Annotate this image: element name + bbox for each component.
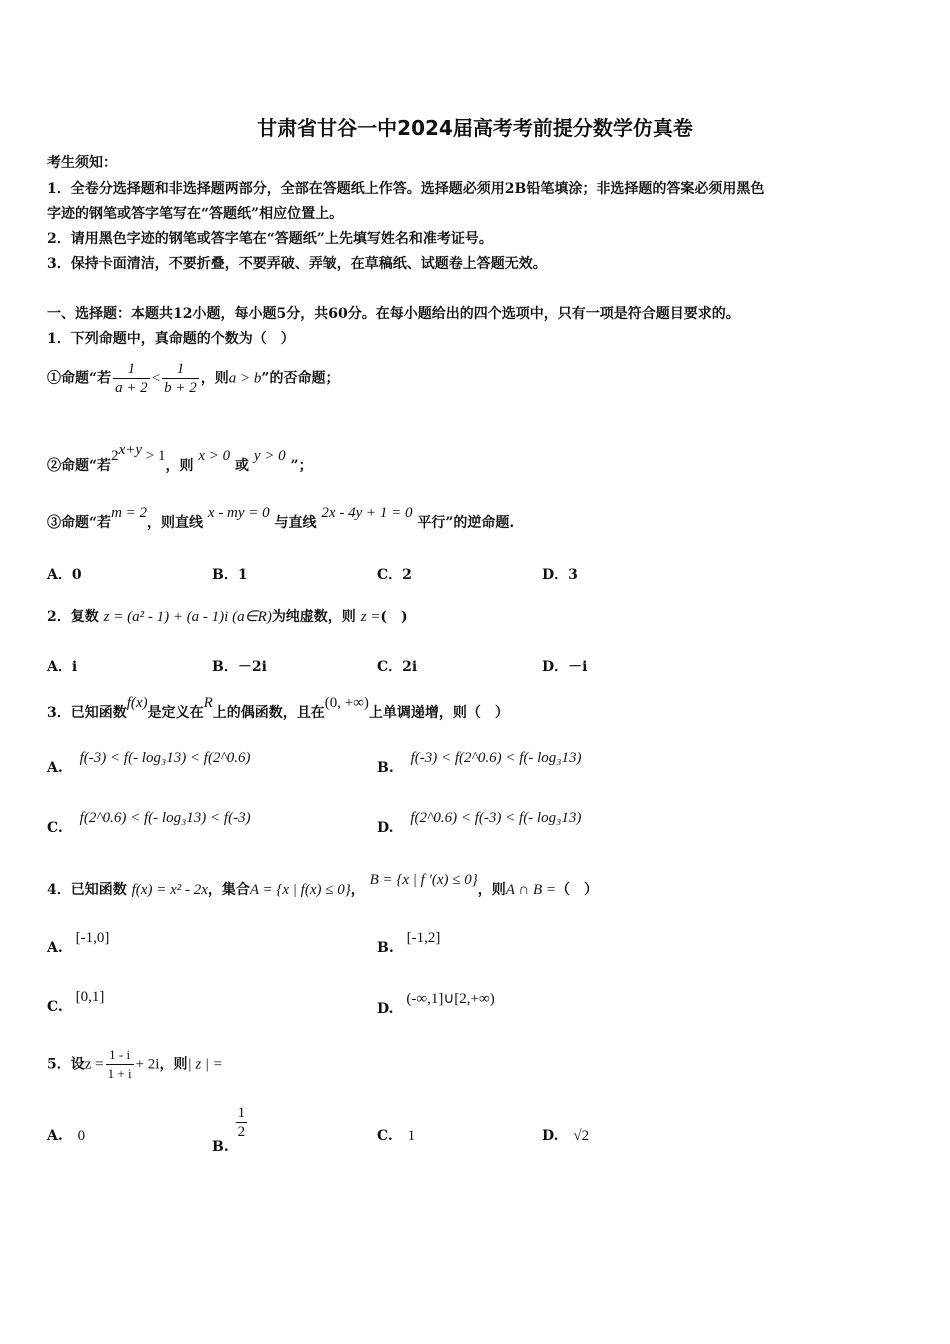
- q2-option-c[interactable]: C．2i: [377, 659, 418, 675]
- question-1-proposition-3: [47, 505, 515, 532]
- p2-math-2: y > 0: [253, 448, 286, 464]
- q5-label-a: A.: [47, 1128, 63, 1144]
- p3-math-3: 2x - 4y + 1 = 0: [321, 505, 413, 521]
- section-heading: 一、选择题：本题共12小题，每小题5分，共60分。在每小题给出的四个选项中，只有一项是符合题目要求的。: [47, 306, 740, 322]
- q5-option-d[interactable]: [542, 1128, 589, 1145]
- p3-mid-1: ，则直线: [147, 515, 204, 531]
- q5-option-a-value: 0: [77, 1128, 86, 1144]
- q3-mid-2: 上的偶函数，且在: [212, 705, 325, 721]
- q4-tail: （ ）: [556, 882, 599, 898]
- frac1-num: 1: [113, 360, 150, 379]
- p3-pre: ③命题“若: [47, 515, 112, 531]
- q3-fx: f(x): [126, 695, 148, 711]
- q5-option-c-value: 1: [407, 1128, 416, 1144]
- q1-option-c[interactable]: C．2: [377, 567, 412, 583]
- q5-label-b: B.: [212, 1138, 229, 1155]
- q5-post: ，则: [159, 1056, 188, 1073]
- p1-post: ”的否命题；: [261, 370, 340, 387]
- q3-option-a-math: f(-3) < f(- log₃13) < f(2^0.6): [79, 750, 251, 766]
- q2-option-d[interactable]: D．－i: [542, 659, 588, 675]
- q5-abs: | z | =: [187, 1056, 223, 1073]
- q5-option-c[interactable]: [377, 1128, 415, 1145]
- p2-base: 2: [111, 448, 119, 464]
- q3-option-b-math: f(-3) < f(2^0.6) < f(- log₃13): [410, 750, 582, 766]
- q3-option-b[interactable]: [377, 750, 582, 777]
- q4-label-d: D.: [377, 1001, 394, 1017]
- q2-tail: ( ): [380, 609, 408, 625]
- q5-option-d-value: √2: [573, 1128, 590, 1144]
- p3-mid-2: 与直线: [274, 515, 317, 531]
- q2-option-a[interactable]: A．i: [47, 659, 78, 675]
- notice-item-2: 2．请用黑色字迹的钢笔或答字笔在“答题纸”上先填写姓名和准考证号。: [47, 231, 493, 247]
- q5-z: z =: [84, 1056, 104, 1073]
- q3-option-c-math: f(2^0.6) < f(- log₃13) < f(-3): [79, 810, 251, 826]
- frac2-den: b + 2: [164, 380, 197, 396]
- p2-pre: ②命题“若: [47, 458, 112, 474]
- q3-label-a: A.: [47, 760, 63, 776]
- q4-option-a[interactable]: [47, 930, 110, 957]
- q3-option-d-math: f(2^0.6) < f(-3) < f(- log₃13): [410, 810, 582, 826]
- q4-sep: ，: [350, 882, 365, 898]
- p1-mid: ，则: [200, 370, 229, 387]
- p2-rel: > 1: [145, 448, 166, 464]
- q5-frac-num: 1 - i: [106, 1046, 134, 1065]
- q4-set-a: A = {x | f(x) ≤ 0}: [249, 882, 351, 898]
- q4-option-d[interactable]: [377, 991, 495, 1018]
- q3-post: 上单调递增，则（ ）: [368, 705, 509, 721]
- p2-or: 或: [235, 458, 249, 474]
- q4-set-b: B = {x | f ′(x) ≤ 0}: [369, 872, 478, 888]
- p1-pre: ①命题“若: [47, 370, 112, 387]
- notice-heading: 考生须知：: [47, 155, 117, 171]
- p1-math: a > b: [228, 370, 262, 387]
- q5-label-c: C.: [377, 1128, 393, 1144]
- q4-option-a-math: [-1,0]: [75, 930, 110, 946]
- p2-mid: ，则: [165, 458, 194, 474]
- q3-option-a[interactable]: [47, 750, 251, 777]
- q3-option-c[interactable]: [47, 810, 251, 837]
- q3-pre: 3．已知函数: [47, 705, 127, 721]
- q1-option-d[interactable]: D．3: [542, 567, 578, 583]
- q4-post: ，则: [477, 882, 506, 898]
- frac1-den: a + 2: [115, 380, 148, 396]
- q4-ans: A ∩ B =: [505, 882, 557, 898]
- notice-item-1: 1．全卷分选择题和非选择题两部分，全部在答题纸上作答。选择题必须用2B铅笔填涂；非选择题的答案必须用黑色: [47, 181, 765, 197]
- q4-option-b-math: [-1,2]: [406, 930, 441, 946]
- q3-option-d[interactable]: [377, 810, 582, 837]
- q5-option-b-den: 2: [237, 1124, 246, 1140]
- q4-fx: f(x) = x² - 2x: [131, 882, 208, 898]
- q4-mid-1: ，集合: [207, 882, 250, 898]
- q2-math: z = (a² - 1) + (a - 1)i (a∈R): [103, 609, 272, 625]
- notice-item-3: 3．保持卡面清洁，不要折叠，不要弄破、弄皱，在草稿纸、试题卷上答题无效。: [47, 256, 547, 272]
- question-2-stem: [47, 606, 408, 626]
- q4-pre: 4．已知函数: [47, 882, 127, 898]
- q1-option-b[interactable]: B．1: [212, 567, 248, 583]
- q4-option-b[interactable]: [377, 930, 441, 957]
- less-than: <: [151, 370, 161, 387]
- p2-math-1: x > 0: [198, 448, 231, 464]
- question-1-stem: 1．下列命题中，真命题的个数为（ ）: [47, 331, 295, 347]
- q3-label-d: D.: [377, 820, 394, 836]
- q5-pre: 5．设: [47, 1056, 85, 1073]
- q4-label-c: C.: [47, 999, 63, 1015]
- p2-exp: x+y: [118, 442, 142, 458]
- question-4-stem: [47, 872, 599, 899]
- q3-label-b: B.: [377, 760, 394, 776]
- fraction-2: [162, 360, 199, 397]
- fraction-1: [113, 360, 150, 397]
- p3-math-2: x - my = 0: [207, 505, 270, 521]
- q3-r: R: [203, 695, 213, 711]
- q2-math-2: z =: [360, 609, 381, 625]
- q2-pre: 2．复数: [47, 609, 99, 625]
- q2-post: 为纯虚数，则: [271, 609, 356, 625]
- q4-option-c[interactable]: [47, 989, 105, 1016]
- p2-math: [111, 442, 166, 464]
- q5-option-a[interactable]: [47, 1128, 85, 1145]
- q5-fraction: [106, 1046, 134, 1083]
- q5-option-b[interactable]: [212, 1104, 249, 1155]
- q5-frac-den: 1 + i: [107, 1066, 132, 1081]
- p3-math-1: m = 2: [111, 505, 148, 521]
- q4-option-d-math: (-∞,1]∪[2,+∞): [406, 991, 495, 1007]
- q4-option-c-math: [0,1]: [75, 989, 105, 1005]
- q3-mid-1: 是定义在: [147, 705, 204, 721]
- question-5-stem: [47, 1046, 223, 1083]
- notice-item-1b: 字迹的钢笔或答字笔写在“答题纸”相应位置上。: [47, 206, 344, 222]
- p2-post: ”；: [290, 458, 313, 474]
- q5-option-b-fraction: [236, 1104, 248, 1141]
- q4-label-a: A.: [47, 940, 63, 956]
- q4-label-b: B.: [377, 940, 394, 956]
- question-1-proposition-1: [47, 360, 339, 397]
- q2-option-b[interactable]: B．－2i: [212, 659, 267, 675]
- p3-post: 平行”的逆命题.: [417, 515, 515, 531]
- question-3-stem: [47, 695, 509, 722]
- question-1-proposition-2: [47, 442, 313, 475]
- q5-option-b-num: 1: [237, 1105, 246, 1121]
- q5-label-d: D.: [542, 1128, 559, 1144]
- q3-label-c: C.: [47, 820, 63, 836]
- q5-plus: + 2i: [135, 1056, 160, 1073]
- q1-option-a[interactable]: A．0: [47, 567, 82, 583]
- q3-interval: (0, +∞): [324, 695, 369, 711]
- page-title: 甘肃省甘谷一中2024届高考考前提分数学仿真卷: [257, 116, 693, 140]
- frac2-num: 1: [162, 360, 199, 379]
